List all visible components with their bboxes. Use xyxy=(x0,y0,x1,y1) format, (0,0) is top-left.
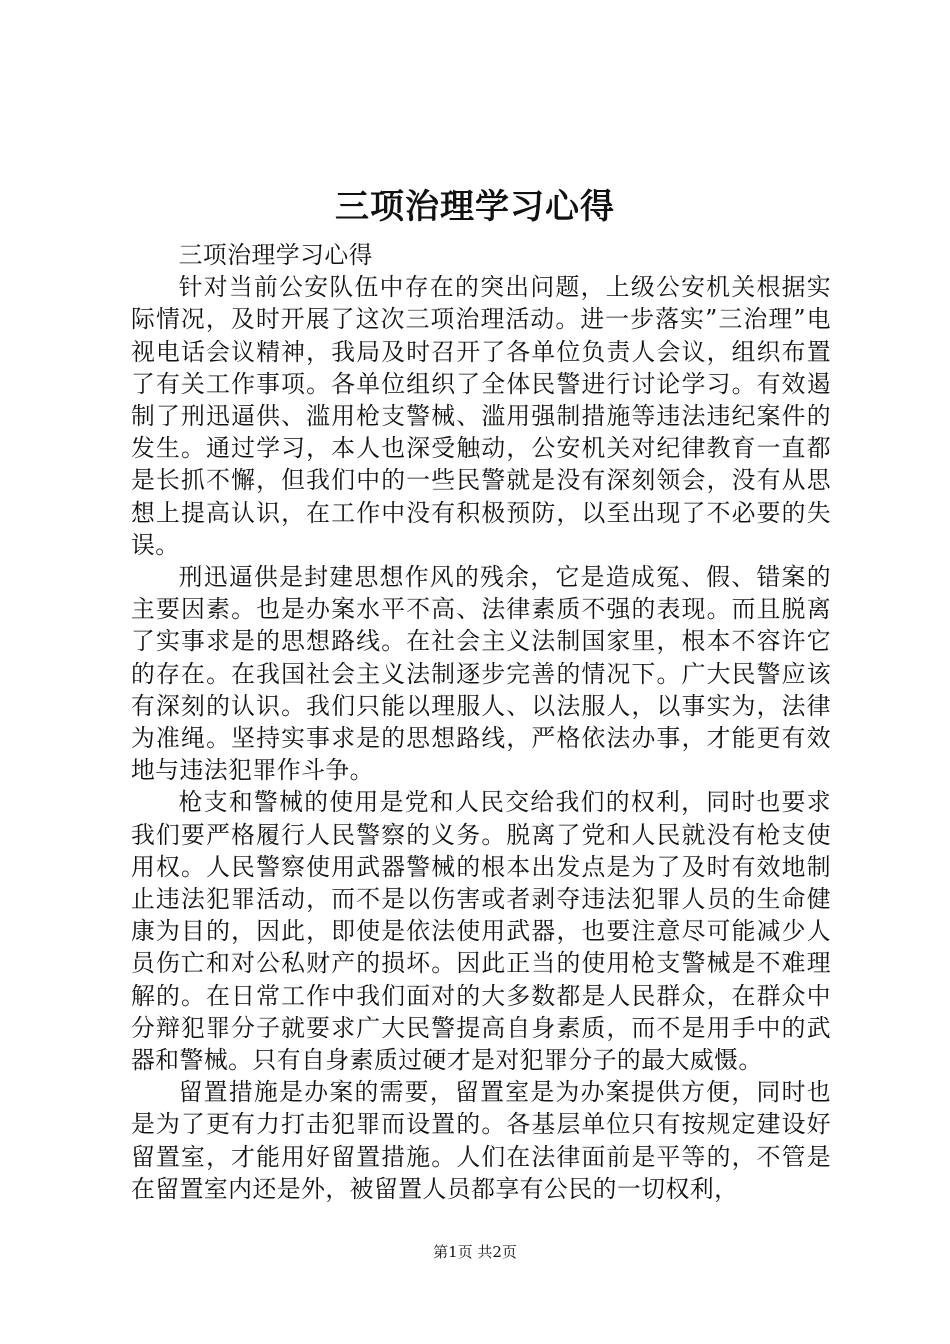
paragraph: 针对当前公安队伍中存在的突出问题，上级公安机关根据实际情况，及时开展了这次三项治理活动。进一步落实”三治理”电视电话会议精神，我局及时召开了各单位负责人会议，组织布置了有关工作事项。各单位组织了全体民警进行讨论学习。有效遏制了刑迅逼供、滥用枪支警械、滥用强制措施等违法违纪案件的发生。通过学习，本人也深受触动，公安机关对纪律教育一直都是长抓不懈，但我们中的一些民警就是没有深刻领会，没有从思想上提高认识，在工作中没有积极预防，以至出现了不必要的失误。 xyxy=(131,273,831,559)
page-number: 第1页 共2页 xyxy=(433,1243,517,1261)
document-body xyxy=(131,239,831,1205)
paragraph: 刑迅逼供是封建思想作风的残余，它是造成冤、假、错案的主要因素。也是办案水平不高、法律素质不强的表现。而且脱离了实事求是的思想路线。在社会主义法制国家里，根本不容许它的存在。在我国社会主义法制逐步完善的情况下。广大民警应该有深刻的认识。我们只能以理服人、以法服人，以事实为，法律为准绳。坚持实事求是的思想路线，严格依法办事，才能更有效地与违法犯罪作斗争。 xyxy=(131,563,831,785)
paragraph: 留置措施是办案的需要，留置室是为办案提供方便，同时也是为了更有力打击犯罪而设置的。各基层单位只有按规定建设好留置室，才能用好留置措施。人们在法律面前是平等的，不管是在留置室内还是外，被留置人员都享有公民的一切权利， xyxy=(131,1078,831,1203)
document-title: 三项治理学习心得 xyxy=(335,187,615,227)
paragraph: 枪支和警械的使用是党和人民交给我们的权利，同时也要求我们要严格履行人民警察的义务。脱离了党和人民就没有枪支使用权。人民警察使用武器警械的根本出发点是为了及时有效地制止违法犯罪活动，而不是以伤害或者剥夺违法犯罪人员的生命健康为目的，因此，即使是依法使用武器，也要注意尽可能减少人员伤亡和对公私财产的损坏。因此正当的使用枪支警械是不难理解的。在日常工作中我们面对的大多数都是人民群众，在群众中分辩犯罪分子就要求广大民警提高自身素质，而不是用手中的武器和警械。只有自身素质过硬才是对犯罪分子的最大威慑。 xyxy=(131,788,831,1075)
paragraph-subtitle: 三项治理学习心得 xyxy=(178,241,373,269)
